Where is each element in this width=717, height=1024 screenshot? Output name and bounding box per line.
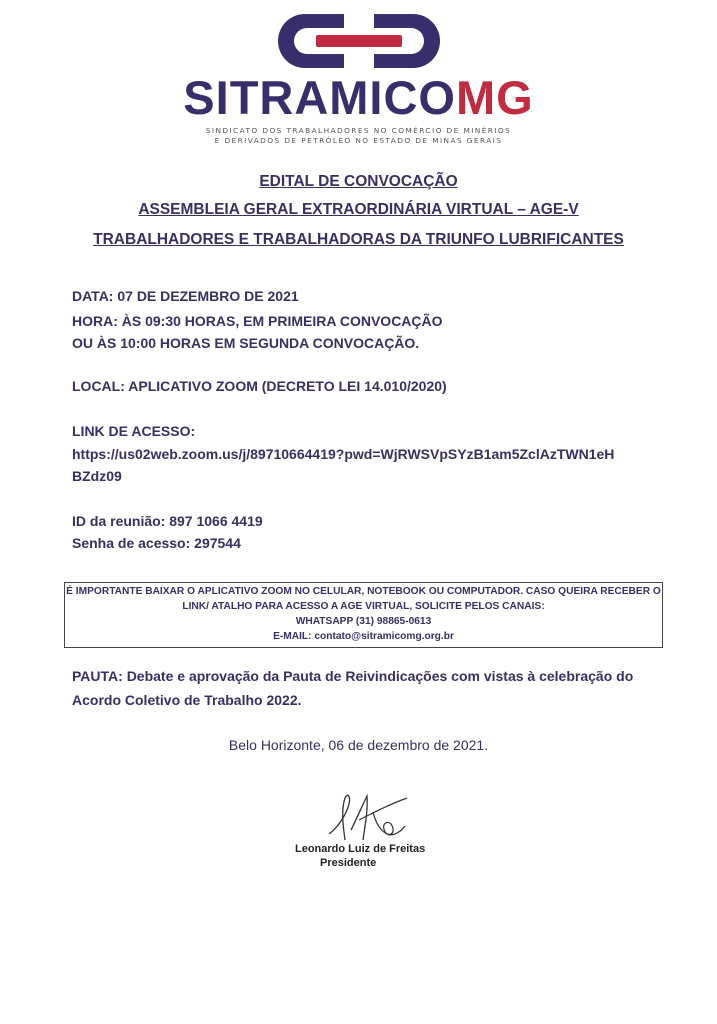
chain-link-icon [272,8,446,74]
document-subtitle: ASSEMBLEIA GERAL EXTRAORDINÁRIA VIRTUAL – AGE-V [138,201,579,218]
meeting-date: DATA: 07 DE DEZEMBRO DE 2021 [72,288,299,304]
notice-line2: LINK/ ATALHO PARA ACESSO A AGE VIRTUAL, SOLICITE PELOS CANAIS: [182,601,545,612]
meeting-location: LOCAL: APLICATIVO ZOOM (DECRETO LEI 14.010/2020) [72,378,447,394]
meeting-password: Senha de acesso: 297544 [72,535,241,551]
agenda-line2: Acordo Coletivo de Trabalho 2022. [72,692,302,708]
union-subtitle-line1: SINDICATO DOS TRABALHADORES NO COMÉRCIO DE MINÉRIOS [205,126,512,135]
access-link-label: LINK DE ACESSO: [72,423,196,439]
signatory-name: Leonardo Luiz de Freitas [295,843,426,855]
union-name-part2: MG [456,71,534,124]
document-audience: TRABALHADORES E TRABALHADORAS DA TRIUNFO LUBRIFICANTES [93,231,624,248]
union-name-part1: SITRAMICO [183,71,456,124]
access-link-url-line1[interactable]: https://us02web.zoom.us/j/89710664419?pwd=WjRWSVpSYzB1am5ZclAzTWN1eH [72,446,615,462]
signatory-role: Presidente [320,857,377,869]
notice-box [64,582,663,648]
handwritten-signature [315,790,425,845]
agenda-line1: PAUTA: Debate e aprovação da Pauta de Reivindicações com vistas à celebração do [72,668,634,684]
meeting-id: ID da reunião: 897 1066 4419 [72,513,263,529]
meeting-time-first: HORA: ÀS 09:30 HORAS, EM PRIMEIRA CONVOCAÇÃO [72,313,443,329]
notice-line1: É IMPORTANTE BAIXAR O APLICATIVO ZOOM NO CELULAR, NOTEBOOK OU COMPUTADOR. CASO QUEIRA RECEBER O [66,586,661,597]
union-name [0,72,717,124]
meeting-time-second: OU ÀS 10:00 HORAS EM SEGUNDA CONVOCAÇÃO. [72,335,420,351]
notice-email[interactable]: E-MAIL: contato@sitramicomg.org.br [273,631,454,642]
document-title: EDITAL DE CONVOCAÇÃO [259,173,458,190]
union-logo [0,0,717,150]
union-subtitle-line2: E DERIVADOS DE PETRÓLEO NO ESTADO DE MINAS GERAIS [214,136,503,145]
notice-whatsapp: WHATSAPP (31) 98865-0613 [295,616,432,627]
place-and-date: Belo Horizonte, 06 de dezembro de 2021. [228,737,489,753]
access-link-url-line2[interactable]: BZdz09 [72,468,122,484]
